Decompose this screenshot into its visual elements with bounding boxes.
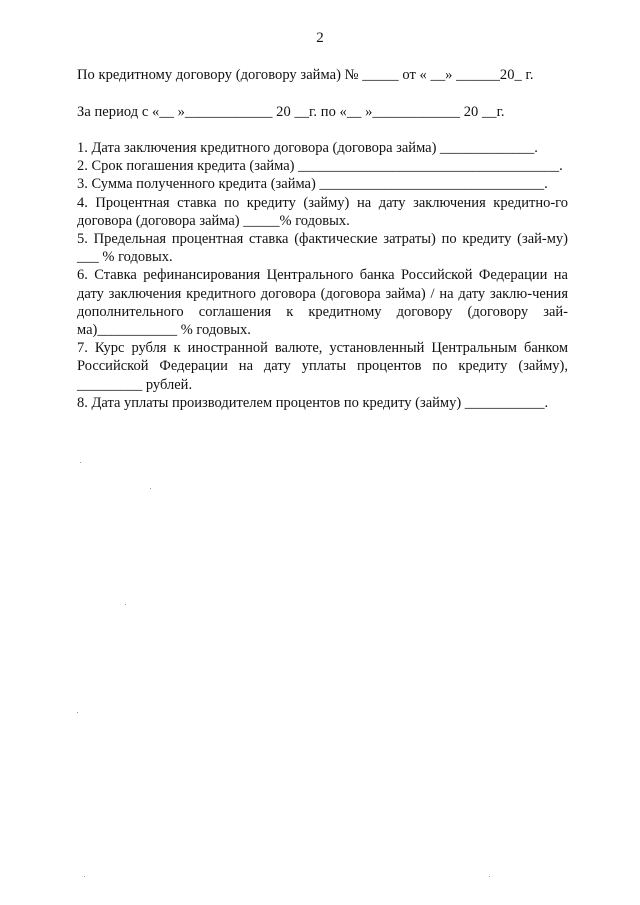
item-8: 8. Дата уплаты производителем процентов по кредиту (займу) ___________. [77, 394, 549, 411]
scan-speck [77, 712, 78, 713]
scan-speck [150, 488, 151, 489]
credit-agreement-line: По кредитному договору (договору займа) № _____ от « __» ______20_ г. [77, 67, 534, 83]
item-2: 2. Срок погашения кредита (займа) ____________________________________. [77, 158, 563, 175]
item-4: 4. Процентная ставка по кредиту (займу) на дату заключения кредитно-го договора (договора займа) _____% годовых. [77, 194, 568, 229]
item-7: 7. Курс рубля к иностранной валюте, установленный Центральным банком Российской Федерации на дату уплаты процентов по кредиту (займу), _________ рублей. [77, 340, 568, 393]
page-number: 2 [316, 30, 324, 46]
item-3: 3. Сумма полученного кредита (займа) _______________________________. [77, 176, 548, 193]
items-list [77, 139, 568, 412]
period-line: За период с «__ »____________ 20 __г. по «__ »____________ 20 __г. [77, 104, 505, 120]
scan-speck [84, 876, 85, 877]
scan-speck [80, 462, 81, 463]
item-5: 5. Предельная процентная ставка (фактические затраты) по кредиту (зай-му) ___ % годовых. [77, 231, 568, 266]
scan-speck [489, 876, 490, 877]
item-1: 1. Дата заключения кредитного договора (договора займа) _____________. [77, 140, 538, 156]
scan-speck [125, 604, 126, 605]
item-6: 6. Ставка рефинансирования Центрального банка Российской Федерации на дату заключения кредитного договора (договора займа) / на дату заклю-чения дополнительного соглашения к кредитному договору (договору зай-ма)___________ % годовых. [77, 267, 568, 339]
